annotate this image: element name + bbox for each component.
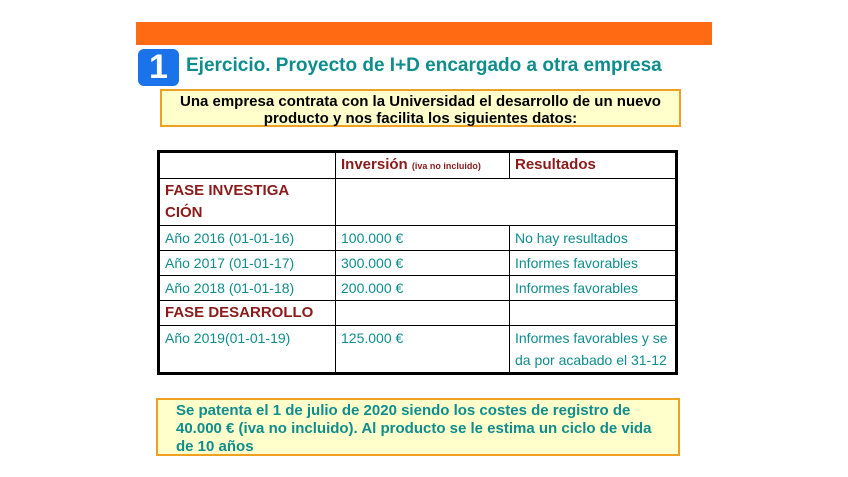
header-resultados: Resultados: [510, 152, 677, 179]
phase-desarrollo-empty-2: [510, 301, 677, 326]
phase-desarrollo: FASE DESARROLLO: [159, 301, 336, 326]
row-amount: 125.000 €: [336, 326, 510, 374]
row-year: Año 2017 (01-01-17): [159, 251, 336, 276]
header-inversion-note: (iva no incluido): [411, 161, 481, 171]
row-year: Año 2016 (01-01-16): [159, 226, 336, 251]
phase-desarrollo-empty: [336, 301, 510, 326]
table-row: [159, 326, 677, 374]
footer-box: Se patenta el 1 de julio de 2020 siendo los costes de registro de 40.000 € (iva no incluido). Al producto se le estima un ciclo de vida de 10 años: [156, 398, 680, 456]
table-row: [159, 226, 677, 251]
header-inversion-label: Inversión: [341, 156, 408, 173]
row-amount: 200.000 €: [336, 276, 510, 301]
header-empty-cell: [159, 152, 336, 179]
row-year: Año 2018 (01-01-18): [159, 276, 336, 301]
top-accent-bar: [136, 22, 712, 45]
row-result: Informes favorables: [510, 251, 677, 276]
intro-box: Una empresa contrata con la Universidad el desarrollo de un nuevo producto y nos facilita los siguientes datos:: [160, 89, 681, 127]
row-result: Informes favorables: [510, 276, 677, 301]
row-result: No hay resultados: [510, 226, 677, 251]
row-amount: 100.000 €: [336, 226, 510, 251]
row-amount: 300.000 €: [336, 251, 510, 276]
phase-investigacion: [159, 179, 336, 226]
row-result: Informes favorables y se da por acabado el 31-12: [510, 326, 677, 374]
table-row: [159, 251, 677, 276]
table-row: [159, 179, 677, 226]
table-header-row: [159, 152, 677, 179]
data-table: [157, 150, 678, 375]
exercise-number-badge: 1: [138, 49, 179, 86]
phase-investigacion-label: FASE INVESTIGACIÓN: [165, 182, 290, 221]
header-inversion: [336, 152, 510, 179]
table-row: [159, 301, 677, 326]
phase-investigacion-empty: [336, 179, 677, 226]
table-row: [159, 276, 677, 301]
row-year: Año 2019(01-01-19): [159, 326, 336, 374]
page-title: Ejercicio. Proyecto de I+D encargado a otra empresa: [186, 55, 662, 76]
